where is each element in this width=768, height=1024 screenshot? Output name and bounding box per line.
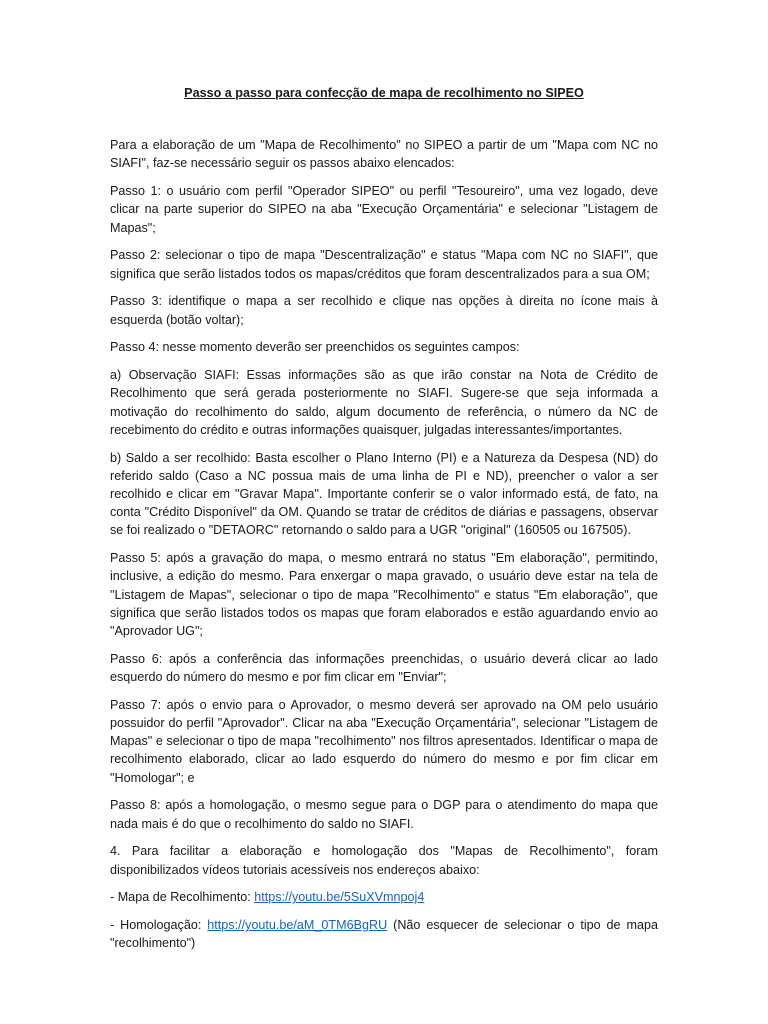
intro-paragraph: Para a elaboração de um "Mapa de Recolhimento" no SIPEO a partir de um "Mapa com NC no SIAFI", faz-se necessário seguir os passos abaixo elencados:: [110, 138, 658, 171]
homologacao-link-note: (Não esquecer de selecionar o tipo de mapa "recolhimento"): [110, 918, 659, 951]
step-1-paragraph: Passo 1: o usuário com perfil "Operador SIPEO" ou perfil "Tesoureiro", uma vez logado, deve clicar na parte superior do SIPEO na aba "Execução Orçamentária" e selecionar "Listagem de Mapas";: [110, 184, 658, 235]
mapa-video-link[interactable]: https://youtu.be/5SuXVmnpoj4: [254, 890, 425, 905]
step-3-paragraph: Passo 3: identifique o mapa a ser recolhido e clique nas opções à direita no ícone mais à esquerda (botão voltar);: [110, 294, 658, 327]
step-7-paragraph: Passo 7: após o envio para o Aprovador, o mesmo deverá ser aprovado na OM pelo usuário possuidor do perfil "Aprovador". Clicar na aba "Execução Orçamentária", selecionar "Listagem de Mapas" e selecionar o tipo de mapa "recolhimento" nos filtros apresentados. Identificar o mapa de recolhimento elaborado, clicar ao lado esquerdo do número do mesmo e por fim clicar em "Homologar"; e: [110, 697, 658, 785]
homologacao-link-line: [110, 916, 658, 952]
step-2-paragraph: Passo 2: selecionar o tipo de mapa "Descentralização" e status "Mapa com NC no SIAFI", que significa que serão listados todos os mapas/créditos que foram descentralizados para a sua OM;: [110, 248, 658, 281]
document-page: [110, 84, 658, 962]
field-a-paragraph: a) Observação SIAFI: Essas informações são as que irão constar na Nota de Crédito de Recolhimento que será gerada posteriormente no SIAFI. Sugere-se que seja informada a motivação do recolhimento do saldo, algum documento de referência, o número da NC de recebimento do crédito e outras informações quaisquer, julgadas interessantes/importantes.: [110, 368, 658, 437]
step-8-paragraph: Passo 8: após a homologação, o mesmo segue para o DGP para o atendimento do mapa que nada mais é do que o recolhimento do saldo no SIAFI.: [110, 798, 658, 831]
field-b-paragraph: b) Saldo a ser recolhido: Basta escolher o Plano Interno (PI) e a Natureza da Despesa (ND) do referido saldo (Caso a NC possua mais de uma linha de PI e ND), preencher o valor a ser recolhido e clicar em "Gravar Mapa". Importante conferir se o valor informado está, de fato, na conta "Crédito Disponível" da OM. Quando se tratar de créditos de diárias e passagens, observar se foi realizado o "DETAORC" retornando o saldo para a UGR "original" (160505 ou 167505).: [110, 450, 658, 538]
step-4-paragraph: Passo 4: nesse momento deverão ser preenchidos os seguintes campos:: [110, 340, 520, 355]
homologacao-video-link[interactable]: https://youtu.be/aM_0TM6BgRU: [207, 918, 388, 933]
mapa-link-prefix: - Mapa de Recolhimento:: [110, 890, 255, 905]
document-title: Passo a passo para confecção de mapa de recolhimento no SIPEO: [184, 86, 584, 100]
step-5-paragraph: Passo 5: após a gravação do mapa, o mesmo entrará no status "Em elaboração", permitindo, inclusive, a edição do mesmo. Para enxergar o mapa gravado, o usuário deve estar na tela de "Listagem de Mapas", selecionar o tipo de mapa "Recolhimento" e status "Em elaboração", que significa que serão listados todos os mapas que foram elaborados e estão aguardando envio ao "Aprovador UG";: [110, 551, 658, 639]
step-6-paragraph: Passo 6: após a conferência das informações preenchidas, o usuário deverá clicar ao lado esquerdo do número do mesmo e por fim clicar em "Enviar";: [110, 651, 658, 685]
homologacao-link-prefix: - Homologação:: [110, 918, 208, 933]
mapa-link-line: [110, 888, 658, 906]
tutorials-paragraph: 4. Para facilitar a elaboração e homologação dos "Mapas de Recolhimento", foram disponibilizados vídeos tutoriais acessíveis nos endereços abaixo:: [110, 844, 658, 877]
